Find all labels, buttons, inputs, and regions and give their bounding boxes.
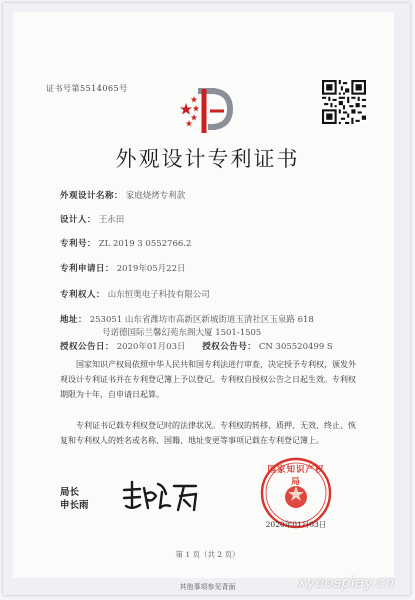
filing-date-label: 专利申请日： [60, 264, 115, 274]
patentee-value: 山东恒奥电子科技有限公司 [107, 290, 210, 300]
official-seal [240, 455, 350, 533]
design-name-label: 外观设计名称： [60, 191, 124, 201]
qr-code-icon [322, 80, 366, 124]
patent-no-row [60, 237, 191, 249]
page-number: 第 1 页（共 2 页） [175, 550, 240, 559]
filing-date-value: 2019年05月22日 [116, 264, 186, 274]
filing-date-row [60, 262, 185, 274]
designer-label: 设计人： [60, 215, 97, 225]
handwritten-signature-icon [118, 476, 200, 516]
patent-no-value: ZL 2019 3 0552766.2 [98, 239, 192, 249]
design-name-row [60, 189, 185, 201]
design-name-value: 家庭烧烤专利款 [125, 191, 186, 201]
designer-value: 王永田 [98, 215, 125, 225]
address-row-2 [102, 326, 261, 338]
certificate-serial: 证书号第5514065号 [46, 84, 128, 93]
address-line-2: 号诺德国际兰馨幻苑东阁大厦 1501-1505 [102, 328, 262, 338]
patent-no-label: 专利号： [60, 239, 97, 249]
address-line-1: 253051 山东省潍坊市高新区新城街道玉清社区玉泉路 618 [89, 315, 314, 325]
designer-row [60, 213, 124, 225]
director-name: 申长雨 [60, 500, 89, 511]
grant-date-label: 授权公告日： [60, 342, 115, 352]
address-label: 地址： [60, 315, 88, 325]
grant-no-value: CN 305520499 S [258, 342, 333, 352]
footer-note: 其他事项参见背面 [179, 583, 236, 591]
body-paragraph-1: 国家知识产权局依照中华人民共和国专利法进行审查，决定授予专利权，颁发外观设计专利证书并在专利登记簿上予以登记。专利权自授权公告之日起生效。专利权期限为十年，自申请日起算。 [60, 360, 356, 399]
certificate-title: 外观设计专利证书 [115, 147, 300, 171]
watermark: xyoosplay.cn [298, 575, 395, 591]
address-row [60, 313, 314, 325]
grant-row [60, 340, 333, 352]
director-title: 局长 [60, 487, 80, 498]
body-paragraph-2: 专利证书记载专利权登记时的法律状况。专利权的转移、质押、无效、终止、恢复和专利权人的姓名或名称、国籍、地址变更等事项记载在专利登记簿上。 [60, 421, 356, 445]
seal-date: 2020年01月03日 [265, 520, 327, 529]
grant-date-value: 2020年01月03日 [116, 342, 186, 352]
seal-text: 国家知识产权局 [267, 465, 325, 487]
patentee-row [60, 288, 210, 300]
patentee-label: 专利权人： [60, 290, 106, 300]
grant-no-label: 授权公告号： [202, 342, 257, 352]
cnipa-emblem-icon [172, 81, 242, 137]
